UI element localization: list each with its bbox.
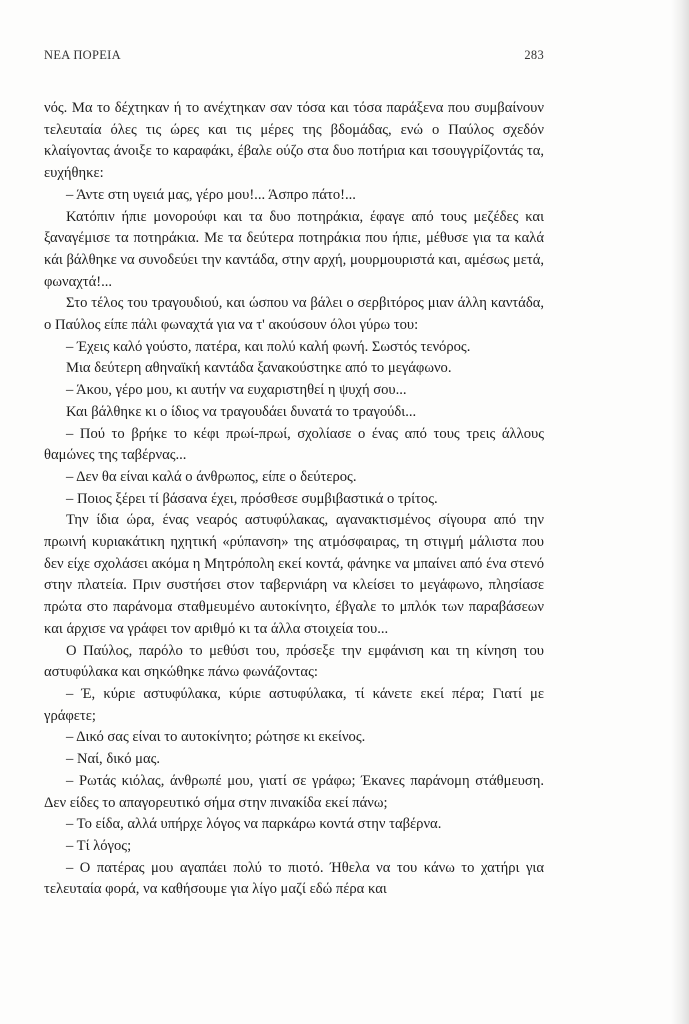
- paragraph: – Ρωτάς κιόλας, άνθρωπέ μου, γιατί σε γράφω; Έκανες παράνομη στάθμευση. Δεν είδες το απαγορευτικό σήμα στην πινακίδα εκεί πάνω;: [44, 772, 544, 811]
- running-head: [44, 48, 544, 63]
- page-edge-shadow: [671, 0, 689, 1024]
- paragraph: Στο τέλος του τραγουδιού, και ώσπου να βάλει ο σερβιτόρος μιαν άλλη καντάδα, ο Παύλος είπε πάλι φωναχτά για να τ' ακούσουν όλοι γύρω του:: [44, 295, 544, 334]
- paragraph: – Ποιος ξέρει τί βάσανα έχει, πρόσθεσε συμβιβαστικά ο τρίτος.: [66, 490, 438, 507]
- paragraph: – Άκου, γέρο μου, κι αυτήν να ευχαριστηθεί η ψυχή σου...: [66, 382, 407, 399]
- paragraph: – Δικό σας είναι το αυτοκίνητο; ρώτησε κι εκείνος.: [66, 729, 366, 746]
- paragraph: – Άντε στη υγειά μας, γέρο μου!... Άσπρο πάτο!...: [66, 186, 356, 203]
- paragraph: – Δεν θα είναι καλά ο άνθρωπος, είπε ο δεύτερος.: [66, 468, 357, 485]
- paragraph: – Το είδα, αλλά υπήρχε λόγος να παρκάρω κοντά στην ταβέρνα.: [66, 816, 442, 833]
- paragraph: – Ναί, δικό μας.: [66, 751, 161, 768]
- paragraph: Ο Παύλος, παρόλο το μεθύσι του, πρόσεξε την εμφάνιση και τη κίνηση του αστυφύλακα και σηκώθηκε πάνω φωνάζοντας:: [44, 642, 544, 681]
- paragraph: Και βάλθηκε κι ο ίδιος να τραγουδάει δυνατά το τραγούδι...: [66, 403, 417, 420]
- book-title: ΝΕΑ ΠΟΡΕΙΑ: [44, 48, 121, 62]
- paragraph: Μια δεύτερη αθηναϊκή καντάδα ξανακούστηκε από το μεγάφωνο.: [66, 360, 452, 377]
- paragraph: – Πού το βρήκε το κέφι πρωί-πρωί, σχολίασε ο ένας από τους τρεις άλλους θαμώνες της ταβέρνας...: [44, 425, 544, 464]
- paragraph: – Τί λόγος;: [66, 837, 132, 854]
- paragraph: Την ίδια ώρα, ένας νεαρός αστυφύλακας, αγανακτισμένος σίγουρα από την πρωινή κυριακάτικη ηχητική «ρύπανση» της ατμόσφαιρας, τη στιγμή μάλιστα που δεν είχε σχολάσει ακόμα η Μητρόπολη εκεί κοντά, φάνηκε να μπαίνει από ένα στενό στην πλατεία. Πριν συστήσει στον ταβερνιάρη να κλείσει το μεγάφωνο, πλησίασε πρώτα στο παράνομα σταθμευμένο αυτοκίνητο, έβγαλε το μπλόκ των παραβάσεων και άρχισε να γράφει τον αριθμό κι τα άλλα στοιχεία του...: [44, 512, 544, 637]
- paragraph: – Έχεις καλό γούστο, πατέρα, και πολύ καλή φωνή. Σωστός τενόρος.: [66, 338, 471, 355]
- paragraph: – Ο πατέρας μου αγαπάει πολύ το πιοτό. Ήθελα να του κάνω το χατήρι για τελευταία φορά, να καθήσουμε για λίγο μαζί εδώ πέρα και: [44, 859, 544, 898]
- page-number: 283: [524, 48, 544, 62]
- paragraph: Κατόπιν ήπιε μονορούφι και τα δυο ποτηράκια, έφαγε από τους μεζέδες και ξαναγέμισε τα ποτηράκια. Με τα δεύτερα ποτηράκια που ήπιε, μέθυσε για τα καλά κάι βάλθηκε να συνοδεύει την καντάδα, στην αρχή, μουρμουριστά και, αμέσως μετά, φωναχτά!...: [44, 208, 544, 290]
- body-text: [44, 98, 544, 901]
- paragraph: – Έ, κύριε αστυφύλακα, κύριε αστυφύλακα, τί κάνετε εκεί πέρα; Γιατί με γράφετε;: [44, 685, 544, 724]
- paragraph: νός. Μα το δέχτηκαν ή το ανέχτηκαν σαν τόσα και τόσα παράξενα που συμβαίνουν τελευταία όλες τις ώρες και τις μέρες της βδομάδας, ενώ ο Παύλος σχεδόν κλαίγοντας άνοιξε το καραφάκι, έβαλε ούζο στα δυο ποτήρια και τσουγγρίζοντάς τα, ευχήθηκε:: [44, 100, 544, 182]
